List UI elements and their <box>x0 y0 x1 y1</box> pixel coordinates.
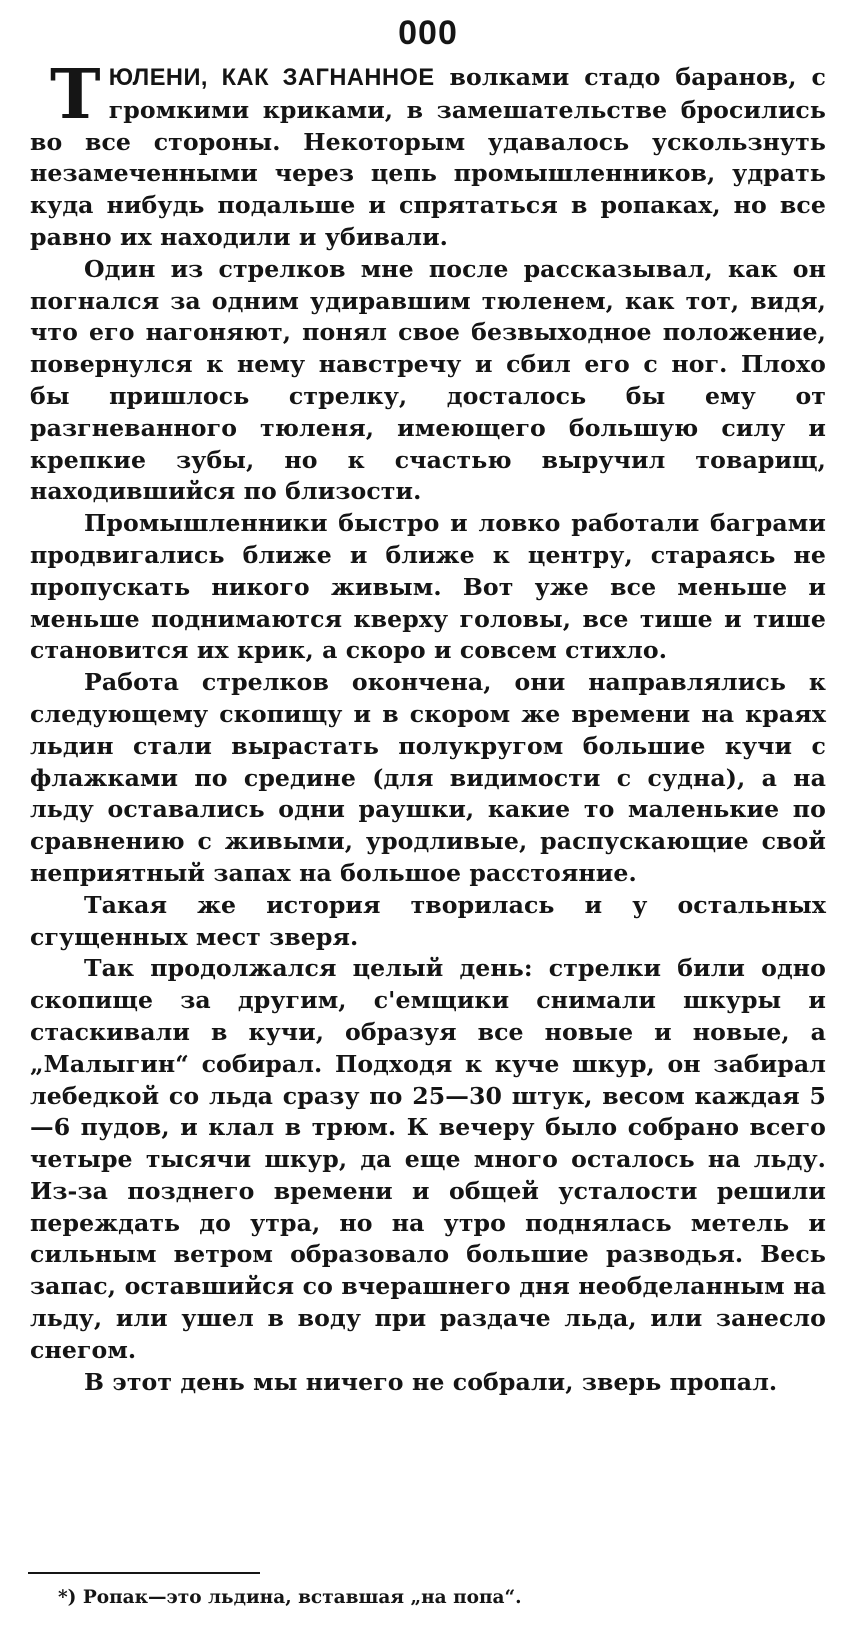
paragraph-6: Так продолжался целый день: стрелки били одно скопище за другим, с'емщики снимали шкуры и стаскивали в кучи, образуя все новые и новые, а „Малыгин“ собирал. Подходя к куче шкур, он забирал лебедкой со льда сразу по 25—30 штук, весом каждая 5—6 пудов, и клал в трюм. К вечеру было собрано всего четыре тысячи шкур, да еще много осталось на льду. Из-за позднего времени и общей усталости решили переждать до утра, но на утро поднялась метель и сильным ветром образовало большие разводья. Весь запас, оставшийся со вчерашнего дня необделанным на льду, или ушел в воду при раздаче льда, или занесло снегом. <box>30 954 826 1364</box>
paragraph-2: Один из стрелков мне после рассказывал, как он погнался за одним удиравшим тюленем, как тот, видя, что его нагоняют, понял свое безвыходное положение, повернулся к нему навстречу и сбил его с ног. Плохо бы пришлось стрелку, досталось бы ему от разгневанного тюленя, имеющего большую силу и крепкие зубы, но к счастью выручил товарищ, находившийся по близости. <box>30 254 826 506</box>
page-number: 000 <box>398 14 458 52</box>
paragraph-1-text: волками стадо баранов, с громкими криками, в замешательстве бросились во все стороны. Некоторым удавалось ускользнуть незамеченными через цепь промышленников, удрать куда нибудь подальше и спрятаться в ропаках, но все равно их находили и убивали. <box>30 63 826 251</box>
drop-cap: Т <box>50 55 101 135</box>
lead-in-caps: ЮЛЕНИ, КАК ЗАГНАННОЕ <box>108 65 435 91</box>
footnote-divider <box>28 1572 260 1574</box>
paragraph-5: Такая же история творилась и у остальных сгущенных мест зверя. <box>30 890 826 951</box>
paragraph-7: В этот день мы ничего не собрали, зверь пропал. <box>84 1367 778 1396</box>
paragraph-1 <box>30 55 826 254</box>
footnote: *) Ропак—это льдина, вставшая „на попа“. <box>58 1587 522 1608</box>
article-body <box>30 55 826 1398</box>
paragraph-4: Работа стрелков окончена, они направлялись к следующему скопищу и в скором же времени на краях льдин стали вырастать полукругом большие кучи с флажками по средине (для видимости с судна), а на льду оставались одни раушки, какие то маленькие по сравнению с живыми, уродливые, распускающие свой неприятный запах на большое расстояние. <box>30 668 826 887</box>
paragraph-3: Промышленники быстро и ловко работали баграми продвигались ближе и ближе к центру, стараясь не пропускать никого живым. Вот уже все меньше и меньше поднимаются кверху головы, все тише и тише становится их крик, а скоро и совсем стихло. <box>30 509 826 665</box>
